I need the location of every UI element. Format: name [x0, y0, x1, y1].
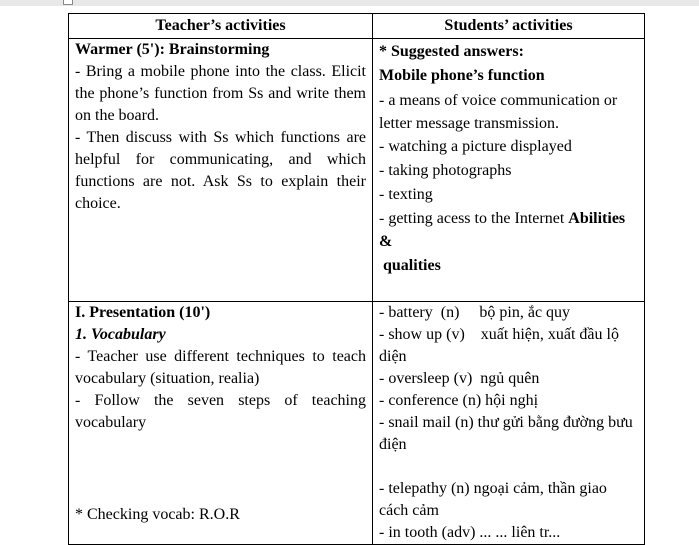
presentation-teacher-line: - Teacher use different techniques to teach vocabulary (situation, realia): [75, 348, 366, 387]
ruler-bar: [0, 0, 699, 6]
warmer-teacher-line: - Then discuss with Ss which functions are helpful for communicating, and which functions are not. Ask Ss to explain their choice.: [75, 129, 366, 212]
presentation-students-cell: [373, 302, 645, 545]
student-answer-line: - texting: [379, 186, 433, 203]
student-answer-line: - a means of voice communication or letter message transmission.: [379, 92, 618, 132]
vocab-item-partial: - in tooth (adv) ... ... liên tr...: [379, 524, 561, 541]
vocabulary-title: 1. Vocabulary: [75, 326, 166, 343]
warmer-title: Warmer (5'): Brainstorming: [75, 41, 270, 58]
vocab-item: - battery (n) bộ pin, ắc quy: [379, 304, 571, 321]
mobile-function-heading: Mobile phone’s function: [379, 67, 545, 84]
vocab-item: - conference (n) hội nghị: [379, 392, 539, 409]
presentation-row: [69, 302, 645, 545]
suggested-answers-heading: * Suggested answers:: [379, 43, 524, 60]
student-answer-last-line: [379, 207, 638, 253]
warmer-row: [69, 39, 645, 302]
vocab-item: - show up (v) xuất hiện, xuất đầu lộ diện: [379, 326, 623, 365]
presentation-teacher-line: - Follow the seven steps of teaching vocabulary: [75, 392, 366, 431]
warmer-students-cell: [373, 39, 645, 302]
vocab-item: - snail mail (n) thư gửi bằng đường bưu điện: [379, 414, 633, 453]
warmer-teacher-line: - Bring a mobile phone into the class. Elicit the phone’s function from Ss and write them on the board.: [75, 63, 366, 124]
lesson-plan-table: [68, 13, 645, 545]
student-answer-line: - watching a picture displayed: [379, 138, 572, 155]
vocab-item: - telepathy (n) ngoại cảm, thần giao cách cảm: [379, 480, 607, 519]
internet-answer: - getting acess to the Internet: [379, 210, 565, 227]
students-activities-header: Students’ activities: [373, 14, 645, 39]
checking-vocab-line: * Checking vocab: R.O.R: [75, 506, 240, 523]
warmer-teacher-cell: [69, 39, 373, 302]
qualities-label: qualities: [383, 257, 441, 274]
blank-line: [379, 456, 638, 478]
vocab-item: - oversleep (v) ngủ quên: [379, 370, 540, 387]
presentation-title: I. Presentation (10'): [75, 304, 211, 321]
table-header-row: [69, 14, 645, 39]
presentation-teacher-cell: [69, 302, 373, 545]
teacher-activities-header: Teacher’s activities: [69, 14, 373, 39]
abilities-label: Abilities &: [379, 210, 626, 250]
student-answer-line: - taking photographs: [379, 162, 512, 179]
margin-marker: [63, 0, 73, 5]
